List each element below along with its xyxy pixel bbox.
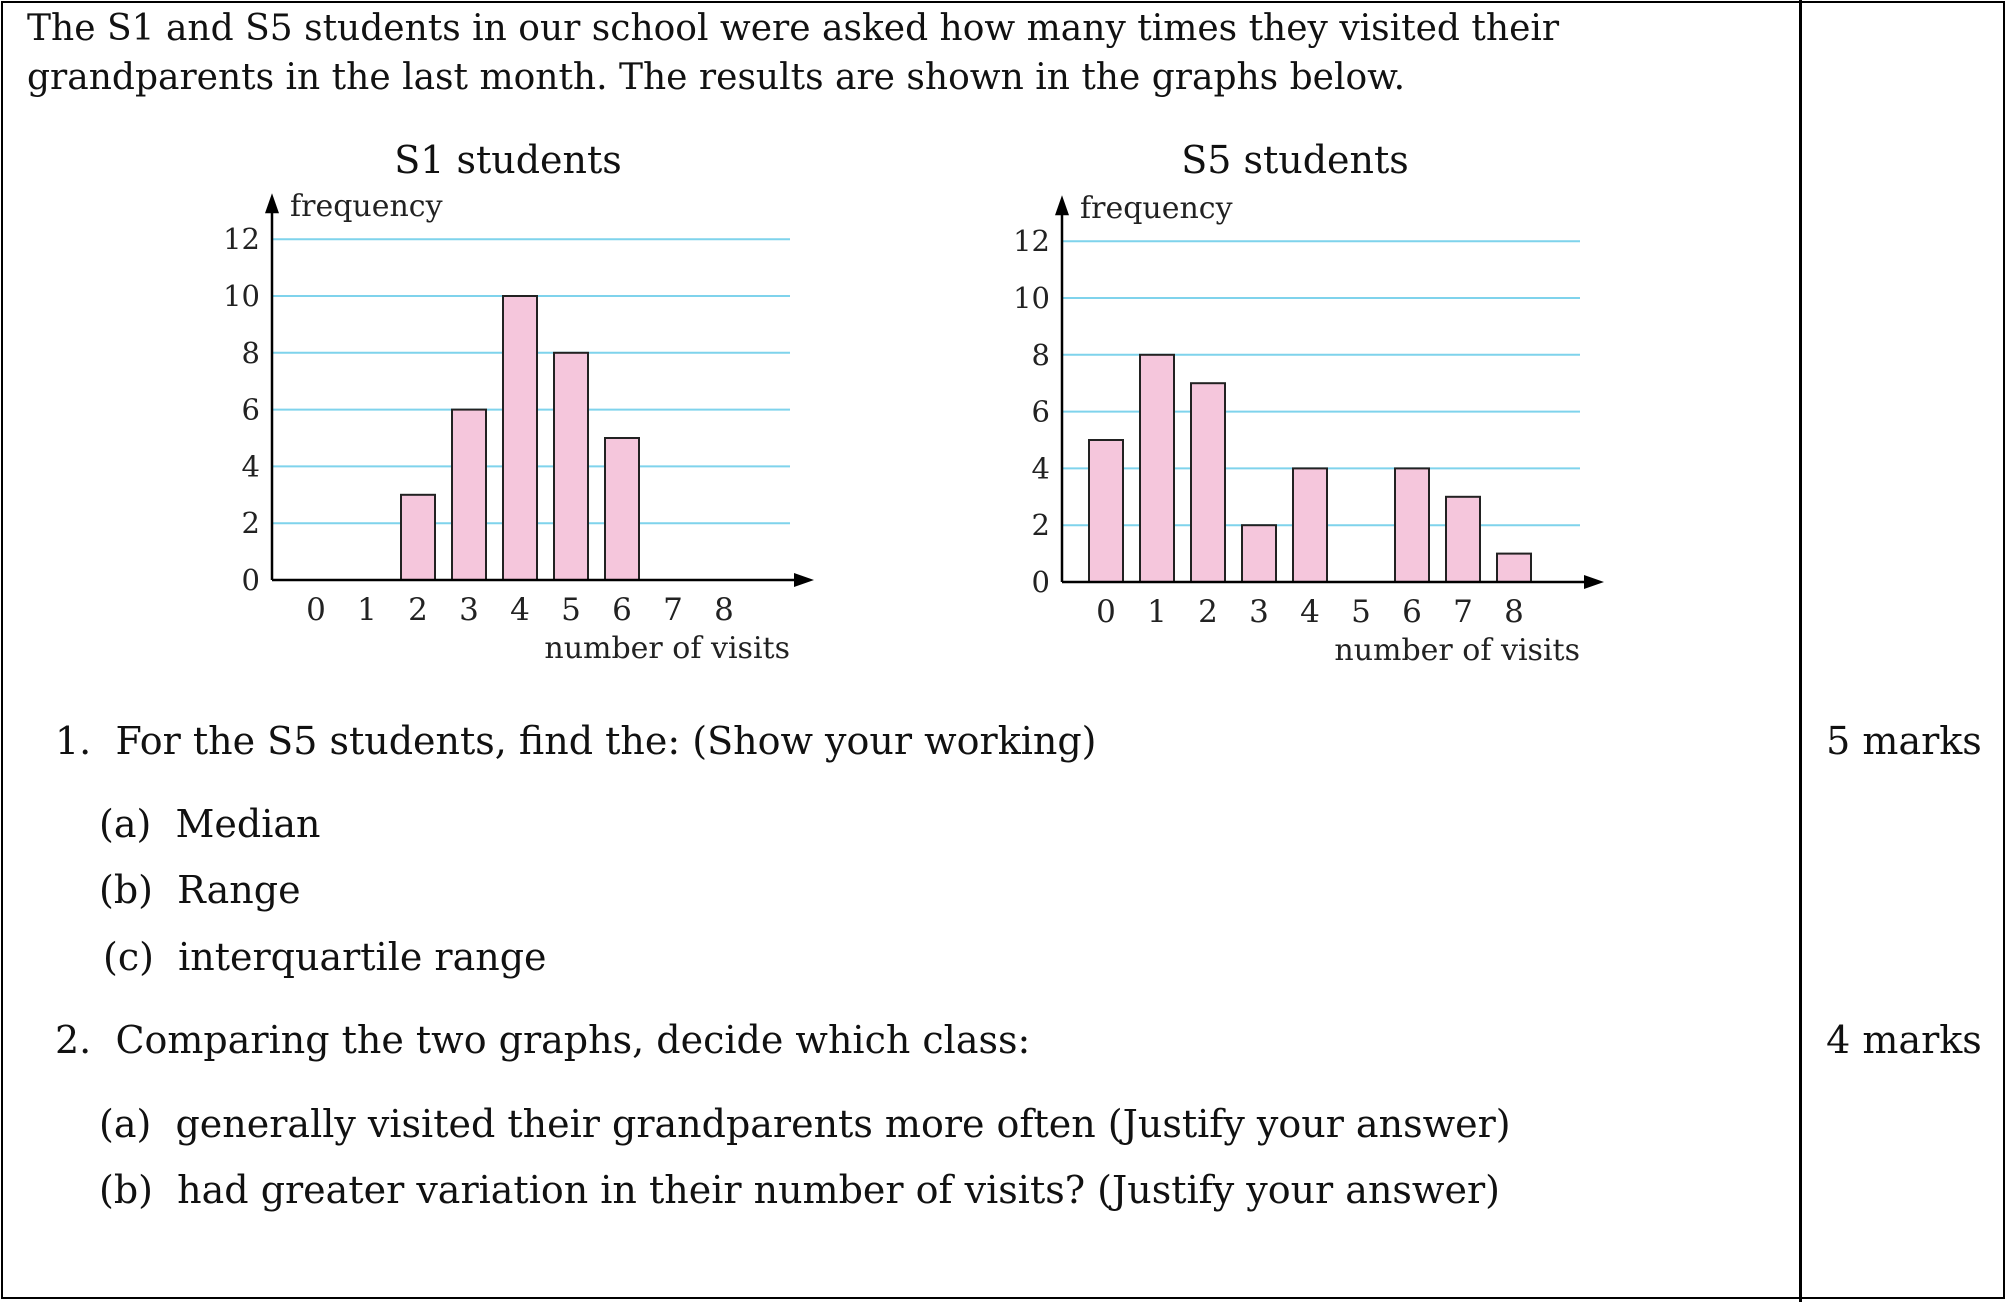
bar-1 xyxy=(1140,355,1174,582)
s1-bar-chart xyxy=(200,190,820,670)
y-axis-label: frequency xyxy=(1080,191,1233,227)
bar-6 xyxy=(605,438,639,580)
x-tick-label: 4 xyxy=(1300,594,1320,630)
question-2-marks: 4 marks xyxy=(1826,1018,1982,1062)
intro-text: The S1 and S5 students in our school were asked how many times they visited their grandparents in the last month. The results are shown in the graphs below. xyxy=(27,8,1560,98)
x-tick-label: 5 xyxy=(1351,594,1371,630)
part-text: Median xyxy=(175,802,321,846)
x-tick-label: 7 xyxy=(1453,594,1473,630)
bar-2 xyxy=(1191,383,1225,582)
bar-6 xyxy=(1395,468,1429,582)
y-tick-label: 2 xyxy=(241,506,260,541)
question-1-marks: 5 marks xyxy=(1826,719,1982,763)
bar-8 xyxy=(1497,554,1531,582)
bar-3 xyxy=(1242,525,1276,582)
part-text: generally visited their grandparents more often (Justify your answer) xyxy=(175,1102,1511,1146)
part-text: interquartile range xyxy=(178,935,547,979)
bar-7 xyxy=(1446,497,1480,582)
y-tick-label: 4 xyxy=(1031,451,1050,486)
x-tick-label: 8 xyxy=(1504,594,1524,630)
part-label: (a) xyxy=(99,802,152,846)
part-label: (b) xyxy=(99,1168,153,1212)
part-label: (b) xyxy=(99,868,153,912)
y-tick-label: 0 xyxy=(1031,565,1050,599)
x-axis-arrow xyxy=(794,573,814,587)
x-tick-label: 5 xyxy=(561,592,581,628)
y-axis-arrow xyxy=(265,193,279,213)
x-tick-label: 8 xyxy=(714,592,734,628)
s5-bar-chart xyxy=(990,192,1610,672)
question-2-text: Comparing the two graphs, decide which class: xyxy=(115,1018,1031,1062)
bar-0 xyxy=(1089,440,1123,582)
x-tick-label: 6 xyxy=(612,592,632,628)
question-2-number: 2. xyxy=(55,1018,92,1062)
part-label: (c) xyxy=(103,935,154,979)
y-tick-label: 8 xyxy=(241,335,260,370)
x-tick-label: 2 xyxy=(408,592,428,628)
bar-5 xyxy=(554,353,588,580)
y-tick-label: 4 xyxy=(241,449,260,484)
x-tick-label: 6 xyxy=(1402,594,1422,630)
x-axis-label: number of visits xyxy=(1334,633,1580,668)
s5-chart-title: S5 students xyxy=(1181,138,1409,182)
x-tick-label: 7 xyxy=(663,592,683,628)
y-tick-label: 0 xyxy=(241,563,260,597)
bar-4 xyxy=(1293,468,1327,582)
question-1-text: For the S5 students, find the: (Show your working) xyxy=(115,719,1097,763)
question-1b xyxy=(99,866,301,914)
part-text: Range xyxy=(177,868,301,912)
x-axis-label: number of visits xyxy=(544,631,790,666)
question-2a xyxy=(99,1100,1511,1148)
y-tick-label: 12 xyxy=(1013,224,1050,259)
y-tick-label: 10 xyxy=(1013,281,1050,315)
bar-4 xyxy=(503,296,537,580)
x-tick-label: 0 xyxy=(1096,594,1116,630)
s1-chart-title: S1 students xyxy=(394,138,622,182)
question-2 xyxy=(55,1016,1030,1064)
y-axis-arrow xyxy=(1055,195,1069,215)
x-tick-label: 3 xyxy=(1249,594,1269,630)
y-tick-label: 8 xyxy=(1031,337,1050,372)
question-2b xyxy=(99,1166,1500,1214)
question-1 xyxy=(55,717,1097,765)
bar-2 xyxy=(401,495,435,580)
y-tick-label: 10 xyxy=(223,279,260,313)
x-tick-label: 1 xyxy=(1147,594,1167,630)
y-tick-label: 6 xyxy=(241,392,260,427)
y-axis-label: frequency xyxy=(290,189,443,225)
y-tick-label: 12 xyxy=(223,222,260,257)
x-tick-label: 1 xyxy=(357,592,377,628)
x-tick-label: 0 xyxy=(306,592,326,628)
x-axis-arrow xyxy=(1584,575,1604,589)
x-tick-label: 2 xyxy=(1198,594,1218,630)
question-1c xyxy=(103,933,547,981)
bar-3 xyxy=(452,410,486,580)
x-tick-label: 3 xyxy=(459,592,479,628)
marks-column-divider xyxy=(1799,0,1802,1302)
x-tick-label: 4 xyxy=(510,592,530,628)
part-label: (a) xyxy=(99,1102,152,1146)
part-text: had greater variation in their number of visits? (Justify your answer) xyxy=(177,1168,1500,1212)
y-tick-label: 6 xyxy=(1031,394,1050,429)
question-1a xyxy=(99,800,321,848)
question-1-number: 1. xyxy=(55,719,92,763)
y-tick-label: 2 xyxy=(1031,508,1050,543)
